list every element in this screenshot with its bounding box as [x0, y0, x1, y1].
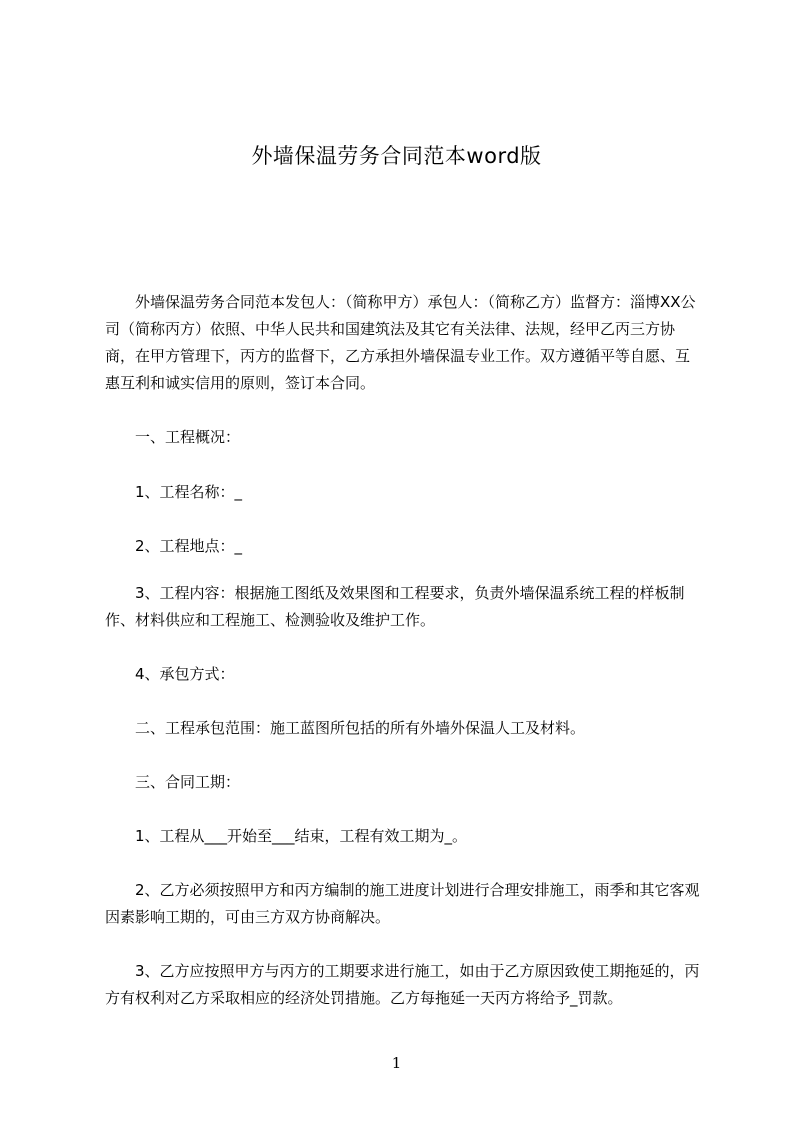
section-heading-scope	[105, 715, 701, 742]
paragraph-contract-method	[105, 661, 701, 688]
paragraph-text: 一、工程概况：	[105, 428, 241, 446]
paragraph-project-location	[105, 533, 701, 560]
paragraph-delay-penalty	[105, 958, 701, 1012]
paragraph-text: 三、合同工期：	[105, 773, 241, 791]
paragraph-text: 1、工程名称：_	[105, 483, 243, 501]
paragraph-project-name	[105, 479, 701, 506]
paragraph-text: 2、工程地点：_	[105, 537, 243, 555]
paragraph-text: 1、工程从___开始至___结束，工程有效工期为_。	[105, 827, 468, 845]
document-title: 外墙保温劳务合同范本word版	[251, 144, 542, 168]
paragraph-project-content	[105, 580, 701, 634]
paragraph-text: 2、乙方必须按照甲方和丙方编制的施工进度计划进行合理安排施工，雨季和其它客观因素影响工期的，可由三方双方协商解决。	[105, 881, 700, 926]
section-heading-contract-period	[105, 769, 701, 796]
section-heading-project-overview	[105, 424, 701, 451]
paragraph-period-dates	[105, 823, 701, 850]
paragraph-text: 3、乙方应按照甲方与丙方的工期要求进行施工，如由于乙方原因致使工期拖延的，丙方有权利对乙方采取相应的经济处罚措施。乙方每拖延一天丙方将给予_罚款。	[105, 962, 700, 1007]
paragraph-text: 4、承包方式：	[105, 665, 235, 683]
intro-paragraph	[105, 289, 701, 397]
paragraph-text: 二、工程承包范围：施工蓝图所包括的所有外墙外保温人工及材料。	[105, 719, 586, 737]
page-number: 1	[391, 1054, 402, 1072]
paragraph-schedule-plan	[105, 877, 701, 931]
paragraph-text: 3、工程内容：根据施工图纸及效果图和工程要求，负责外墙保温系统工程的样板制作、材料供应和工程施工、检测验收及维护工作。	[105, 584, 685, 629]
intro-text: 外墙保温劳务合同范本发包人：（简称甲方）承包人：（简称乙方）监督方：淄博XX公司（简称丙方）依照、中华人民共和国建筑法及其它有关法律、法规，经甲乙丙三方协商，在甲方管理下，丙方的监督下，乙方承担外墙保温专业工作。双方遵循平等自愿、互惠互利和诚实信用的原则，签订本合同。	[105, 293, 696, 392]
